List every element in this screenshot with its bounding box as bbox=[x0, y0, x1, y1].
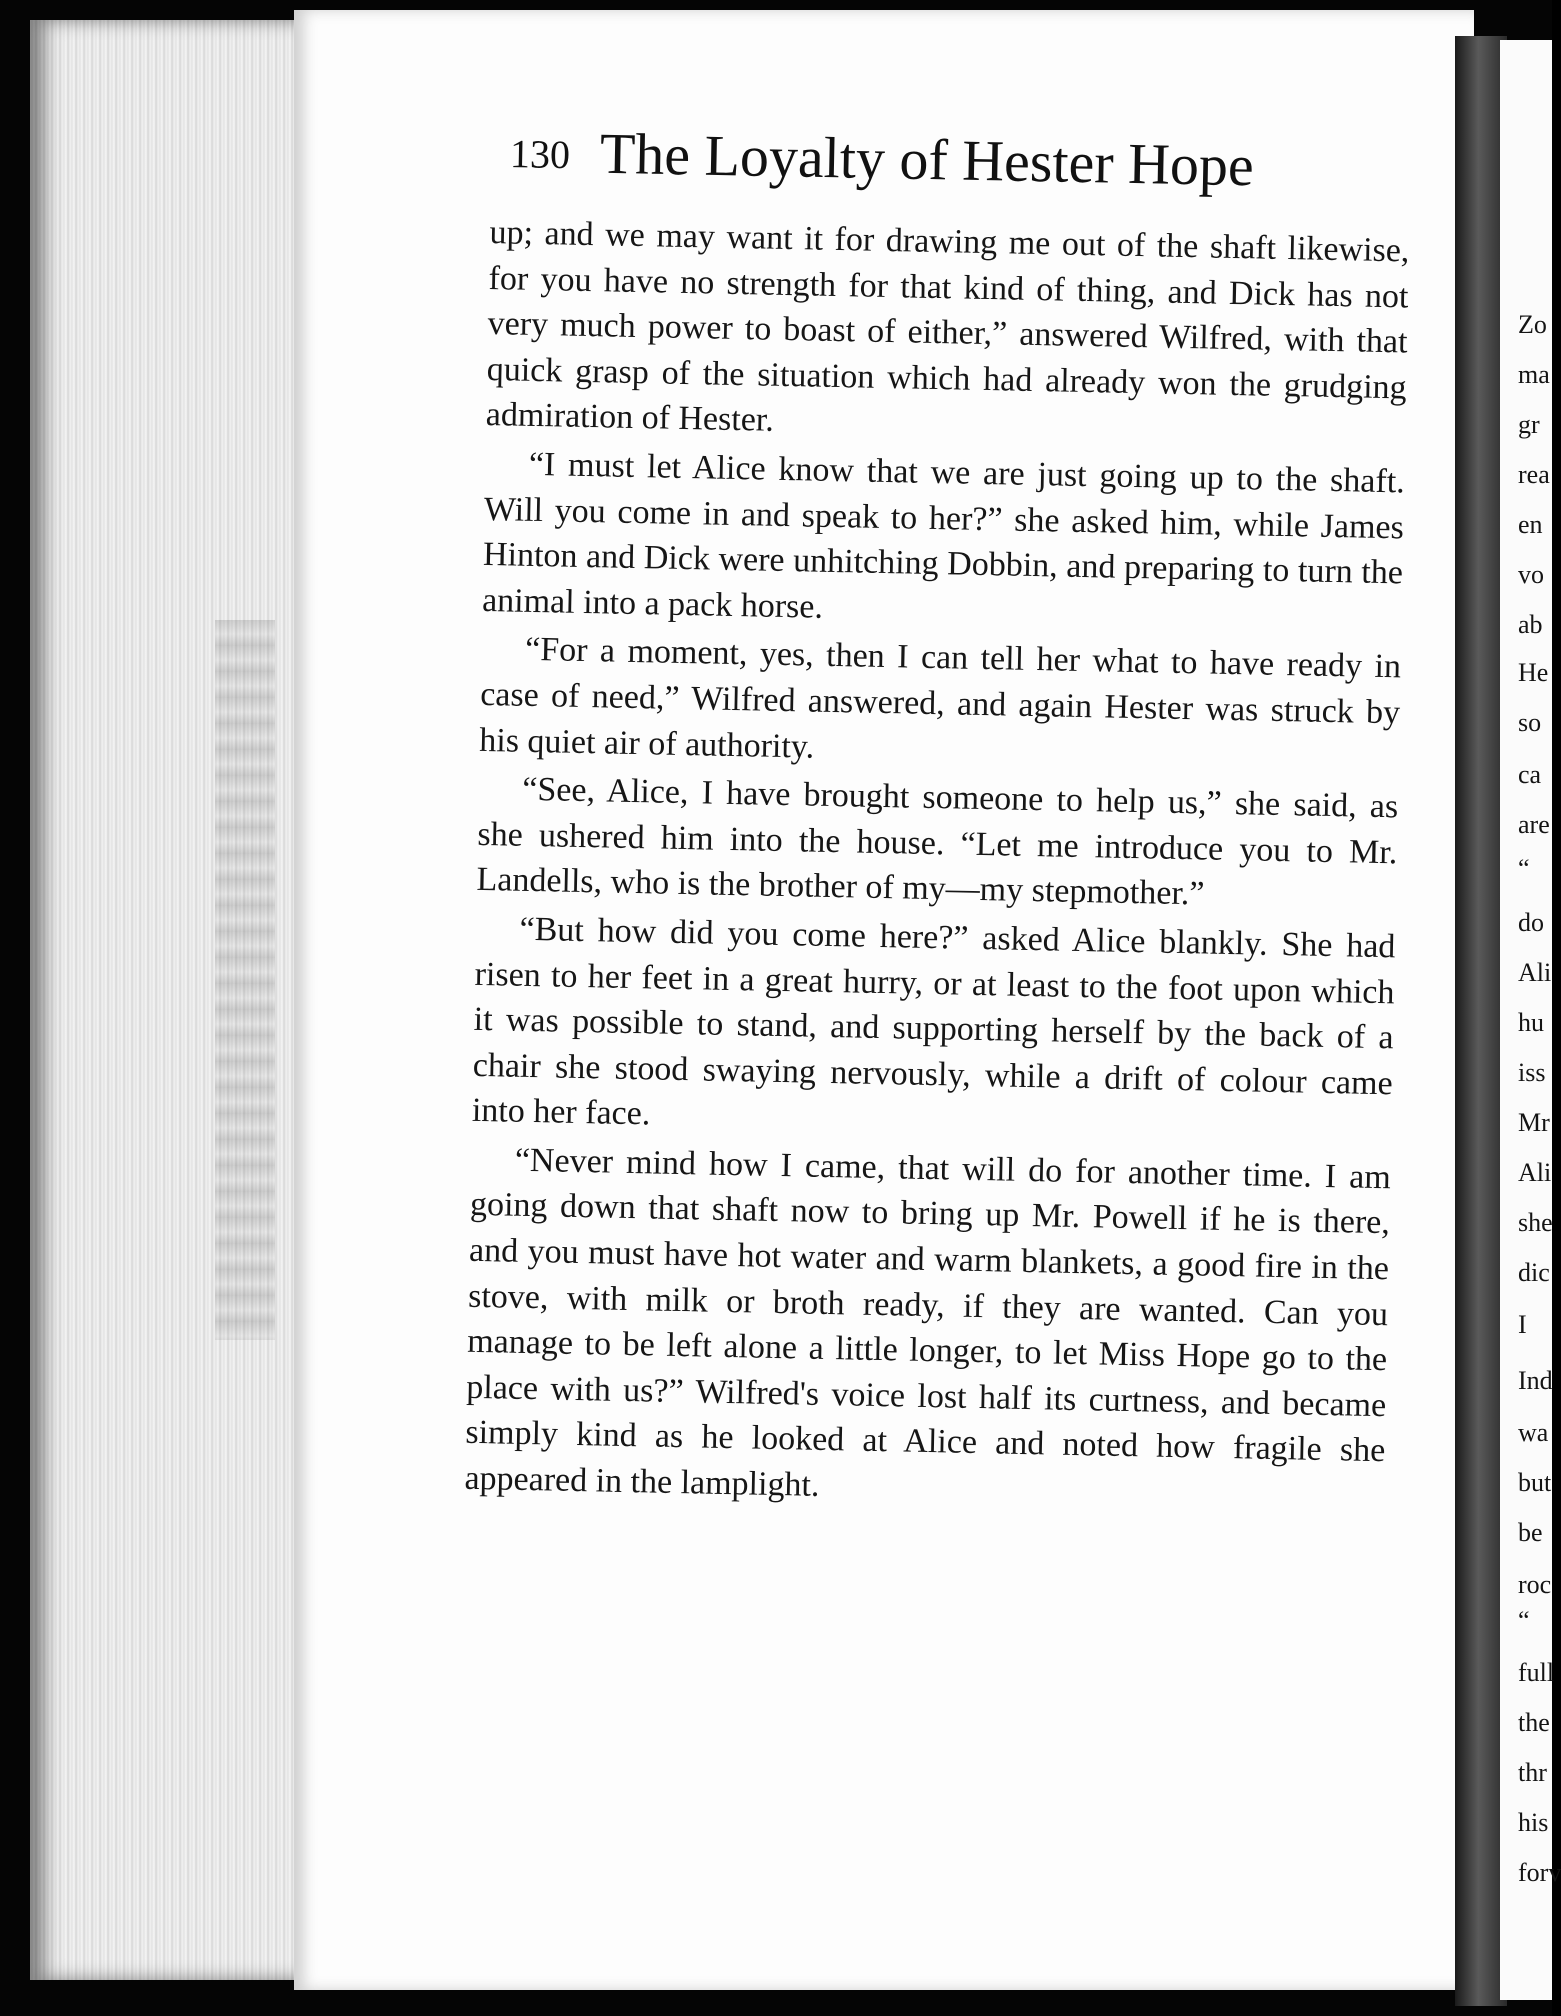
facing-page-fragment: wa bbox=[1518, 1418, 1549, 1447]
facing-page-fragment: rea bbox=[1518, 460, 1550, 489]
facing-page-fragment: the bbox=[1518, 1708, 1550, 1737]
facing-page-fragment: be bbox=[1518, 1518, 1543, 1547]
facing-page-fragment: forv bbox=[1518, 1858, 1561, 1887]
edge-smudge bbox=[215, 620, 275, 1340]
facing-page-fragment: vo bbox=[1518, 560, 1544, 589]
facing-page-fragment: full bbox=[1518, 1658, 1555, 1687]
facing-page-fragment: hu bbox=[1518, 1008, 1544, 1037]
facing-page-fragment: “ bbox=[1518, 1606, 1530, 1635]
facing-page-fragment: she bbox=[1518, 1208, 1553, 1237]
facing-page-fragment: roc bbox=[1518, 1570, 1552, 1599]
facing-page-fragment: gr bbox=[1518, 410, 1540, 439]
paragraph: “But how did you come here?” asked Alice blankly. She had risen to her feet in a great hurry, or at least to the foot upon which it was possible to stand, and supporting herself by the back of a chair she stood swaying nervously, while a drift of colour came into her face. bbox=[471, 910, 1396, 1133]
facing-page-fragment: ab bbox=[1518, 610, 1543, 639]
facing-page-fragment: iss bbox=[1518, 1058, 1546, 1087]
paragraph: “Never mind how I came, that will do for another time. I am going down that shaft now to bring up Mr. Powell if he is there, and you must have hot water and warm blankets, a good fire in the stove, with milk or broth ready, if they are wanted. Can you manage to be left alone a little longer, to let Miss Hope go to the place with us?” Wilfred's voice lost half its curtness, and became simply kind as he looked at Alice and noted how fragile she appeared in the lamplight. bbox=[464, 1141, 1392, 1504]
facing-page-fragment: thr bbox=[1518, 1758, 1547, 1787]
facing-page-fragment: ca bbox=[1518, 760, 1542, 789]
facing-page-fragment: Ind bbox=[1518, 1366, 1553, 1395]
facing-page-fragment: so bbox=[1518, 708, 1542, 737]
page-edges bbox=[30, 20, 300, 1980]
facing-page-fragment: but bbox=[1518, 1468, 1552, 1497]
facing-page-fragment: Ali bbox=[1518, 958, 1552, 987]
facing-page-fragment: en bbox=[1518, 510, 1543, 539]
facing-page-fragment: do bbox=[1518, 908, 1544, 937]
facing-page-fragment: Mr bbox=[1518, 1108, 1550, 1137]
facing-page-fragment: I bbox=[1518, 1310, 1527, 1339]
facing-page-fragment: are bbox=[1518, 810, 1550, 839]
facing-page bbox=[1500, 40, 1561, 2000]
running-head bbox=[509, 118, 1254, 199]
facing-page-fragment: He bbox=[1518, 658, 1549, 687]
facing-page-fragment: dic bbox=[1518, 1258, 1550, 1287]
paragraph: up; and we may want it for drawing me out of the shaft likewise, for you have no strength for that kind of thing, and Dick has not very much power to boast of either,” answered Wilfred, with that quick grasp of the situation which had already won the grudging admiration of Hester. bbox=[485, 213, 1410, 440]
running-title: The Loyalty of Hester Hope bbox=[599, 120, 1255, 199]
facing-page-fragment: his bbox=[1518, 1808, 1549, 1837]
facing-page-fragment: “ bbox=[1518, 854, 1530, 883]
body-text bbox=[464, 210, 1410, 1523]
facing-page-fragment: ma bbox=[1518, 360, 1550, 389]
page-number: 130 bbox=[509, 131, 571, 178]
facing-page-fragment: Ali bbox=[1518, 1158, 1552, 1187]
paragraph: “See, Alice, I have brought someone to help us,” she said, as she ushered him into the house. “Let me introduce you to Mr. Landells, who is the brother of my—my stepmother.” bbox=[476, 770, 1399, 913]
facing-page-fragment: Zo bbox=[1518, 310, 1547, 339]
paragraph: “For a moment, yes, then I can tell her what to have ready in case of need,” Wilfred answered, and again Hester was struck by his quiet air of authority. bbox=[478, 631, 1402, 766]
paragraph: “I must let Alice know that we are just going up to the shaft. Will you come in and speak to her?” she asked him, while James Hinton and Dick were unhitching Dobbin, and preparing to turn the animal into a pack horse. bbox=[481, 445, 1406, 626]
